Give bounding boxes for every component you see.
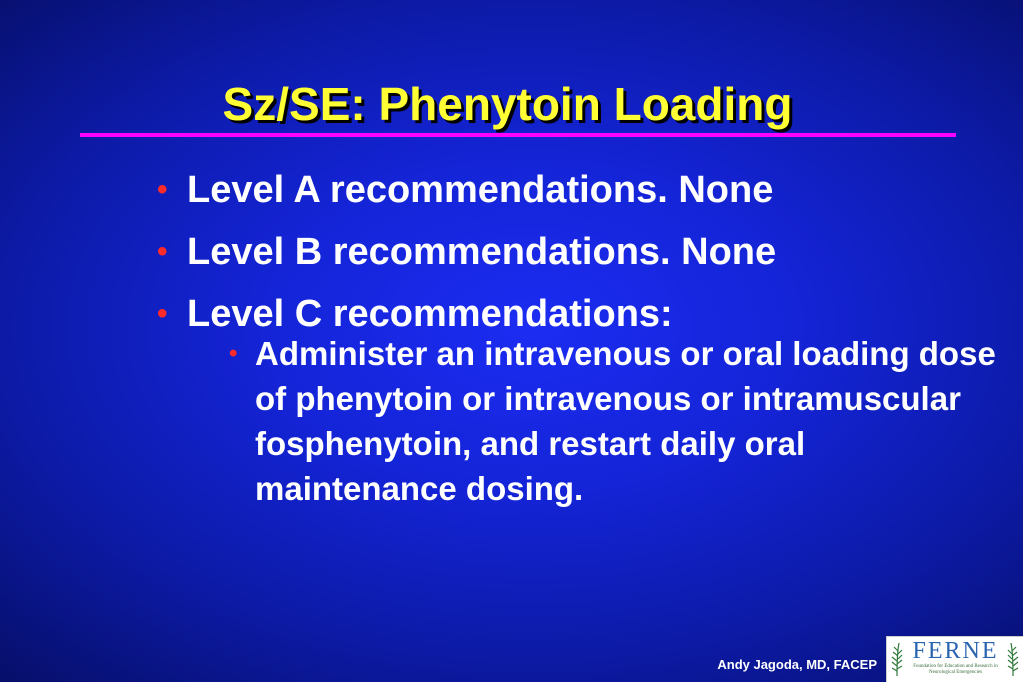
slide-title: Sz/SE: Phenytoin Loading [222,78,793,130]
bullet-text: Level A recommendations. None [187,169,774,211]
sub-bullet-list [187,331,997,511]
fern-leaf-icon [890,641,904,677]
bullet-text: Level C recommendations: [187,293,673,335]
bullet-item [157,229,997,275]
ferne-logo [886,636,1023,682]
sub-bullet-item [229,331,1015,511]
bullet-marker: • [157,173,168,206]
footer-author: Andy Jagoda, MD, FACEP [717,657,877,672]
bullet-marker: • [157,297,168,330]
fern-leaf-icon [1006,641,1020,677]
bullet-list [157,167,997,527]
logo-tagline: Foundation for Education and Research in Neurological Emergencies [913,664,998,675]
sub-bullet-text: Administer an intravenous or oral loading dose of phenytoin or intravenous or intramuscular fosphenytoin, and restart daily oral maintenance dosing. [255,335,996,507]
bullet-text: Level B recommendations. None [187,231,777,273]
bullet-item [157,167,997,213]
bullet-item [157,291,997,511]
bullet-marker: • [157,235,168,268]
logo-wordmark: FERNE [912,638,999,664]
title-underline [80,133,956,137]
sub-bullet-marker: • [229,340,238,367]
